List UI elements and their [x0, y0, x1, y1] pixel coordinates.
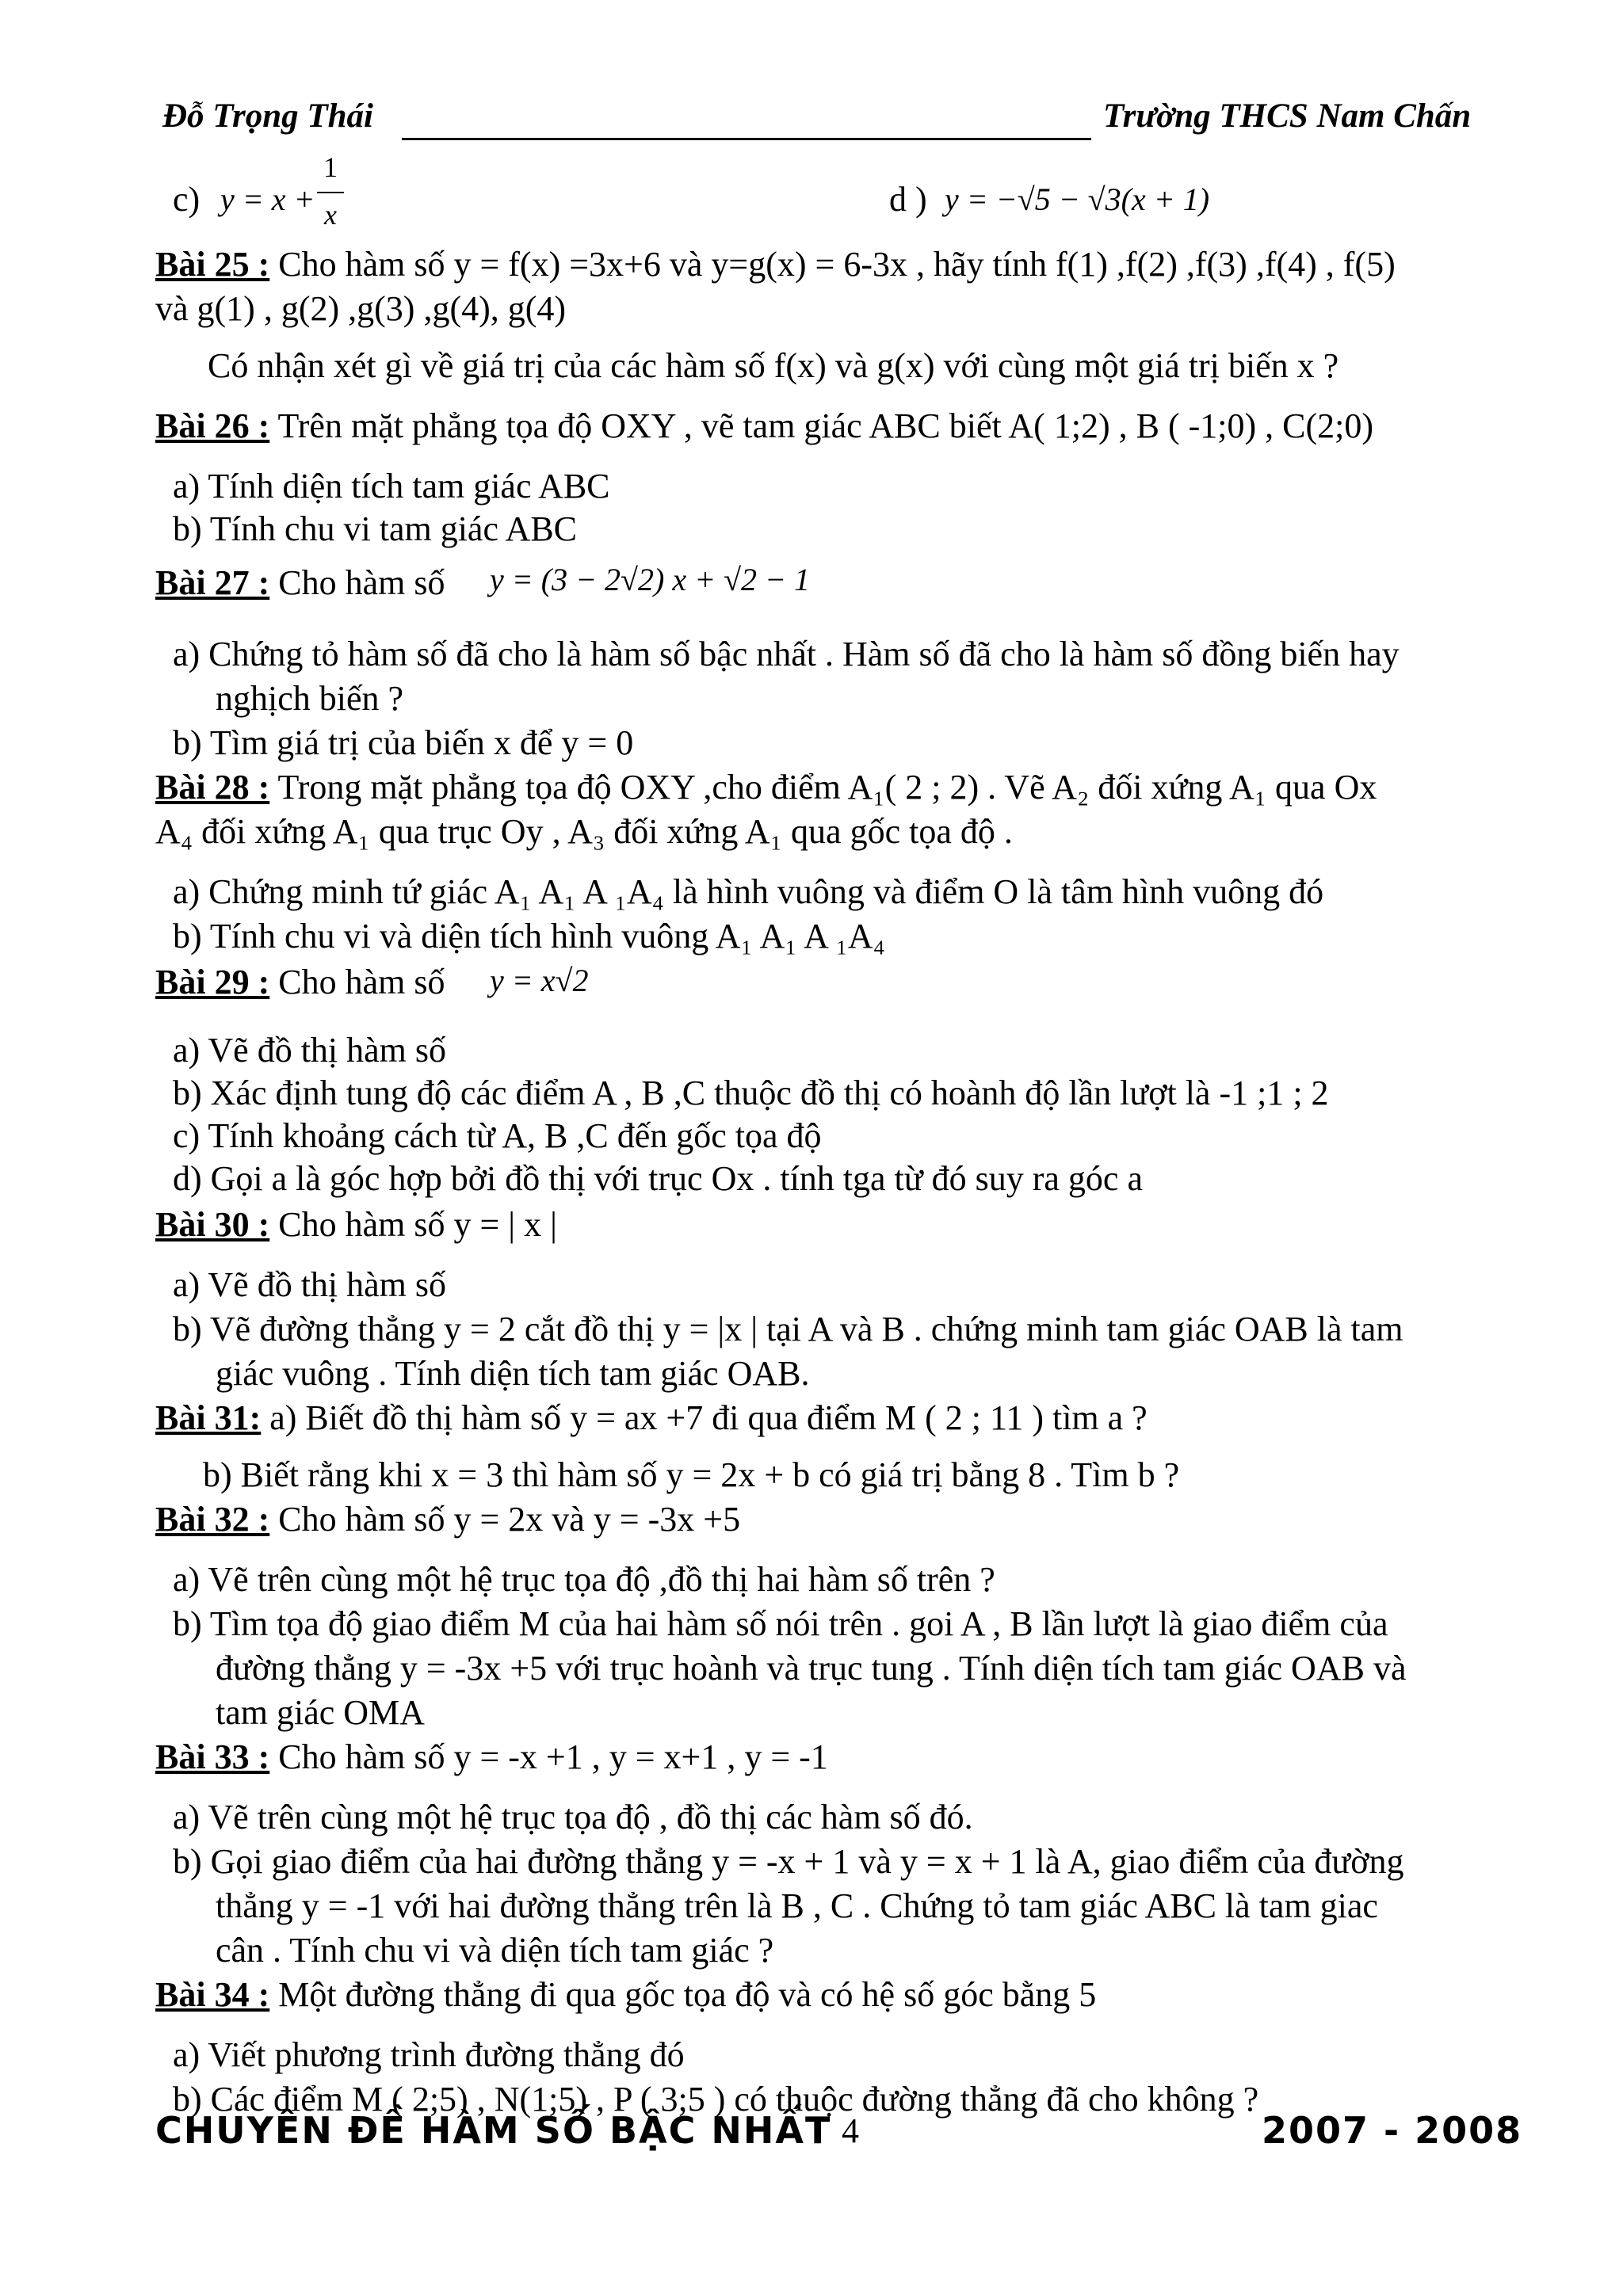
fraction-numerator: 1 — [323, 151, 338, 183]
b25-line3: Có nhận xét gì về giá trị của các hàm số f(x) và g(x) với cùng một giá trị biến x ? — [208, 346, 1339, 385]
b32-line1 — [155, 1499, 740, 1539]
b29-intro: Cho hàm số — [269, 963, 445, 1001]
b28-text: Trong mặt phẳng tọa độ OXY ,cho điểm A₁( 2 ; 2) . Vẽ A₂ đối xứng A₁ qua Ox — [269, 768, 1377, 807]
b30-a: a) Vẽ đồ thị hàm số — [173, 1265, 447, 1304]
b32-b2: đường thẳng y = -3x +5 với trục hoành và trục tung . Tính diện tích tam giác OAB và — [216, 1649, 1407, 1688]
b26-text: Trên mặt phẳng tọa độ OXY , vẽ tam giác ABC biết A( 1;2) , B ( -1;0) , C(2;0) — [269, 406, 1374, 445]
b33-b1: b) Gọi giao điểm của hai đường thẳng y = -x + 1 và y = x + 1 là A, giao điểm của đường — [173, 1842, 1404, 1881]
footer-page-number: 4 — [842, 2111, 859, 2150]
b30-b1: b) Vẽ đường thẳng y = 2 cắt đồ thị y = |x | tại A và B . chứng minh tam giác OAB là tam — [173, 1310, 1403, 1348]
b34-b: b) Các điểm M ( 2;5) , N(1;5) , P ( 3;5 ) có thuộc đường thẳng đã cho không ? — [173, 2080, 1259, 2119]
b33-b3: cân . Tính chu vi và diện tích tam giác ? — [216, 1931, 774, 1970]
b31-line1 — [155, 1398, 1148, 1438]
b29-title: Bài 29 : — [155, 963, 270, 1001]
b33-line1 — [155, 1737, 828, 1777]
header-author: Đỗ Trọng Thái — [162, 97, 373, 135]
b26-title: Bài 26 : — [155, 406, 270, 445]
b29-formula: y = x√2 — [490, 963, 589, 998]
b25-line1 — [155, 244, 1396, 284]
b27-line1 — [155, 563, 445, 603]
b27-formula: y = (3 − 2√2) x + √2 − 1 — [490, 562, 811, 597]
b25-title: Bài 25 : — [155, 245, 270, 284]
b26-line1 — [155, 406, 1373, 446]
formula-c-lhs: y = x + — [220, 181, 315, 217]
formula-d-label: d ) — [889, 180, 927, 219]
b32-b3: tam giác OMA — [216, 1693, 425, 1732]
b27-title: Bài 27 : — [155, 563, 270, 602]
b33-text: Cho hàm số y = -x +1 , y = x+1 , y = -1 — [269, 1737, 828, 1776]
b32-title: Bài 32 : — [155, 1500, 270, 1539]
b29-c: c) Tính khoảng cách từ A, B ,C đến gốc tọa độ — [173, 1116, 822, 1155]
b29-b: b) Xác định tung độ các điểm A , B ,C thuộc đồ thị có hoành độ lần lượt là -1 ;1 ; 2 — [173, 1074, 1329, 1112]
b33-b2: thẳng y = -1 với hai đường thẳng trên là B , C . Chứng tỏ tam giác ABC là tam giac — [216, 1886, 1378, 1925]
b30-b2: giác vuông . Tính diện tích tam giác OAB. — [216, 1354, 810, 1393]
fraction-denominator: x — [324, 199, 337, 231]
b31-line2: b) Biết rằng khi x = 3 thì hàm số y = 2x + b có giá trị bằng 8 . Tìm b ? — [203, 1455, 1180, 1494]
footer-year: 2007 - 2008 — [1262, 2109, 1523, 2152]
b29-d: d) Gọi a là góc hợp bởi đồ thị với trục Ox . tính tga từ đó suy ra góc a — [173, 1159, 1143, 1198]
b34-text: Một đường thẳng đi qua gốc tọa độ và có hệ số góc bằng 5 — [269, 1975, 1097, 2014]
formula-c-label: c) — [173, 180, 200, 219]
b32-text: Cho hàm số y = 2x và y = -3x +5 — [269, 1500, 741, 1539]
b31-text: a) Biết đồ thị hàm số y = ax +7 đi qua điểm M ( 2 ; 11 ) tìm a ? — [261, 1398, 1148, 1437]
b28-line2: A₄ đối xứng A₁ qua trục Oy , A₃ đối xứng A₁ qua gốc tọa độ . — [155, 812, 1013, 851]
b28-line1 — [155, 767, 1377, 807]
b34-line1 — [155, 1974, 1096, 2015]
b27-a1: a) Chứng tỏ hàm số đã cho là hàm số bậc nhất . Hàm số đã cho là hàm số đồng biến hay — [173, 635, 1400, 673]
b26-b: b) Tính chu vi tam giác ABC — [173, 509, 578, 548]
header-rule — [402, 138, 1091, 140]
b32-a: a) Vẽ trên cùng một hệ trục tọa độ ,đồ thị hai hàm số trên ? — [173, 1560, 995, 1599]
b25-line2: và g(1) , g(2) ,g(3) ,g(4), g(4) — [155, 289, 567, 328]
b31-title: Bài 31: — [155, 1398, 262, 1437]
b29-a: a) Vẽ đồ thị hàm số — [173, 1031, 447, 1070]
b29-line1 — [155, 962, 445, 1002]
b34-title: Bài 34 : — [155, 1975, 270, 2014]
b27-intro: Cho hàm số — [269, 563, 445, 602]
b30-line1 — [155, 1204, 557, 1245]
formula-d: y = −√5 − √3(x + 1) — [945, 181, 1210, 217]
b28-title: Bài 28 : — [155, 768, 270, 807]
b27-a2: nghịch biến ? — [216, 679, 404, 718]
b33-a: a) Vẽ trên cùng một hệ trục tọa độ , đồ thị các hàm số đó. — [173, 1798, 973, 1836]
b25-text: Cho hàm số y = f(x) =3x+6 và y=g(x) = 6-3x , hãy tính f(1) ,f(2) ,f(3) ,f(4) , f(5) — [269, 245, 1396, 284]
footer-title: CHUYÊN ĐỀ HÀM SỐ BẬC NHẤT — [155, 2109, 832, 2152]
b27-b: b) Tìm giá trị của biến x để y = 0 — [173, 723, 634, 762]
b28-a: a) Chứng minh tứ giác A₁ A₁ A ₁A₄ là hình vuông và điểm O là tâm hình vuông đó — [173, 872, 1324, 911]
b30-text: Cho hàm số y = | x | — [269, 1205, 557, 1244]
formula-c-fraction — [317, 151, 344, 238]
b32-b1: b) Tìm tọa độ giao điểm M của hai hàm số nói trên . goi A , B lần lượt là giao điểm của — [173, 1604, 1388, 1643]
fraction-bar — [317, 192, 344, 193]
b33-title: Bài 33 : — [155, 1737, 270, 1776]
b30-title: Bài 30 : — [155, 1205, 270, 1244]
header-school: Trường THCS Nam Chấn — [1103, 97, 1472, 135]
b34-a: a) Viết phương trình đường thẳng đó — [173, 2035, 685, 2074]
b26-a: a) Tính diện tích tam giác ABC — [173, 467, 610, 505]
b28-b: b) Tính chu vi và diện tích hình vuông A₁ A₁ A ₁A₄ — [173, 917, 885, 955]
